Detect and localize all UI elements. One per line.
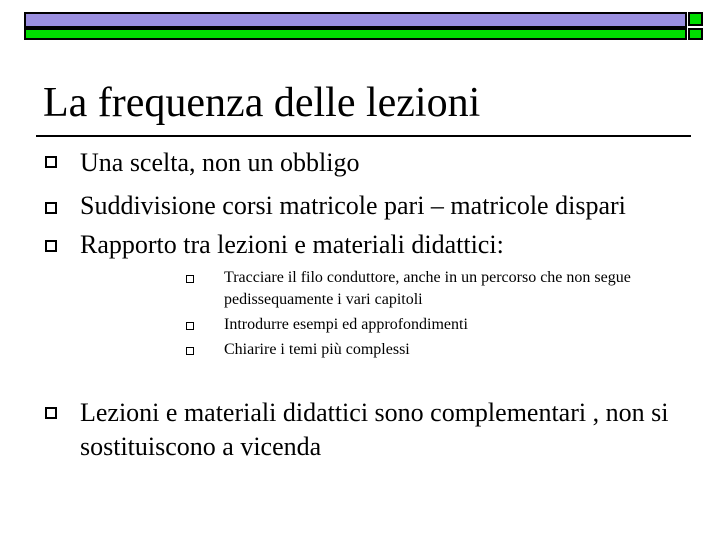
header-bar-top [24,12,687,28]
title-underline [36,135,691,137]
bullet-text-3: Rapporto tra lezioni e materiali didattici: [80,230,504,259]
sub-bullet-square-icon [186,322,194,330]
bullet-square-icon [45,202,57,214]
bullet-text-1: Una scelta, non un obbligo [80,148,360,177]
bullet-text-2: Suddivisione corsi matricole pari – matricole dispari [80,191,626,220]
sub-bullet-text-3: Chiarire i temi più complessi [224,341,410,358]
header-square-top [688,12,703,26]
bullet-text-4: Lezioni e materiali didattici sono complementari , non si sostituiscono a vicenda [80,398,669,461]
sub-bullet-text-1: Tracciare il filo conduttore, anche in un percorso che non segue pedissequamente i vari capitoli [224,269,631,308]
slide-title: La frequenza delle lezioni [43,80,481,126]
sub-bullet-text-2: Introdurre esempi ed approfondimenti [224,316,468,333]
sub-bullet-square-icon [186,347,194,355]
sub-bullet-square-icon [186,275,194,283]
header-square-bottom [688,28,703,40]
bullet-square-icon [45,407,57,419]
bullet-square-icon [45,240,57,252]
header-bar-bottom [24,28,687,40]
bullet-square-icon [45,156,57,168]
